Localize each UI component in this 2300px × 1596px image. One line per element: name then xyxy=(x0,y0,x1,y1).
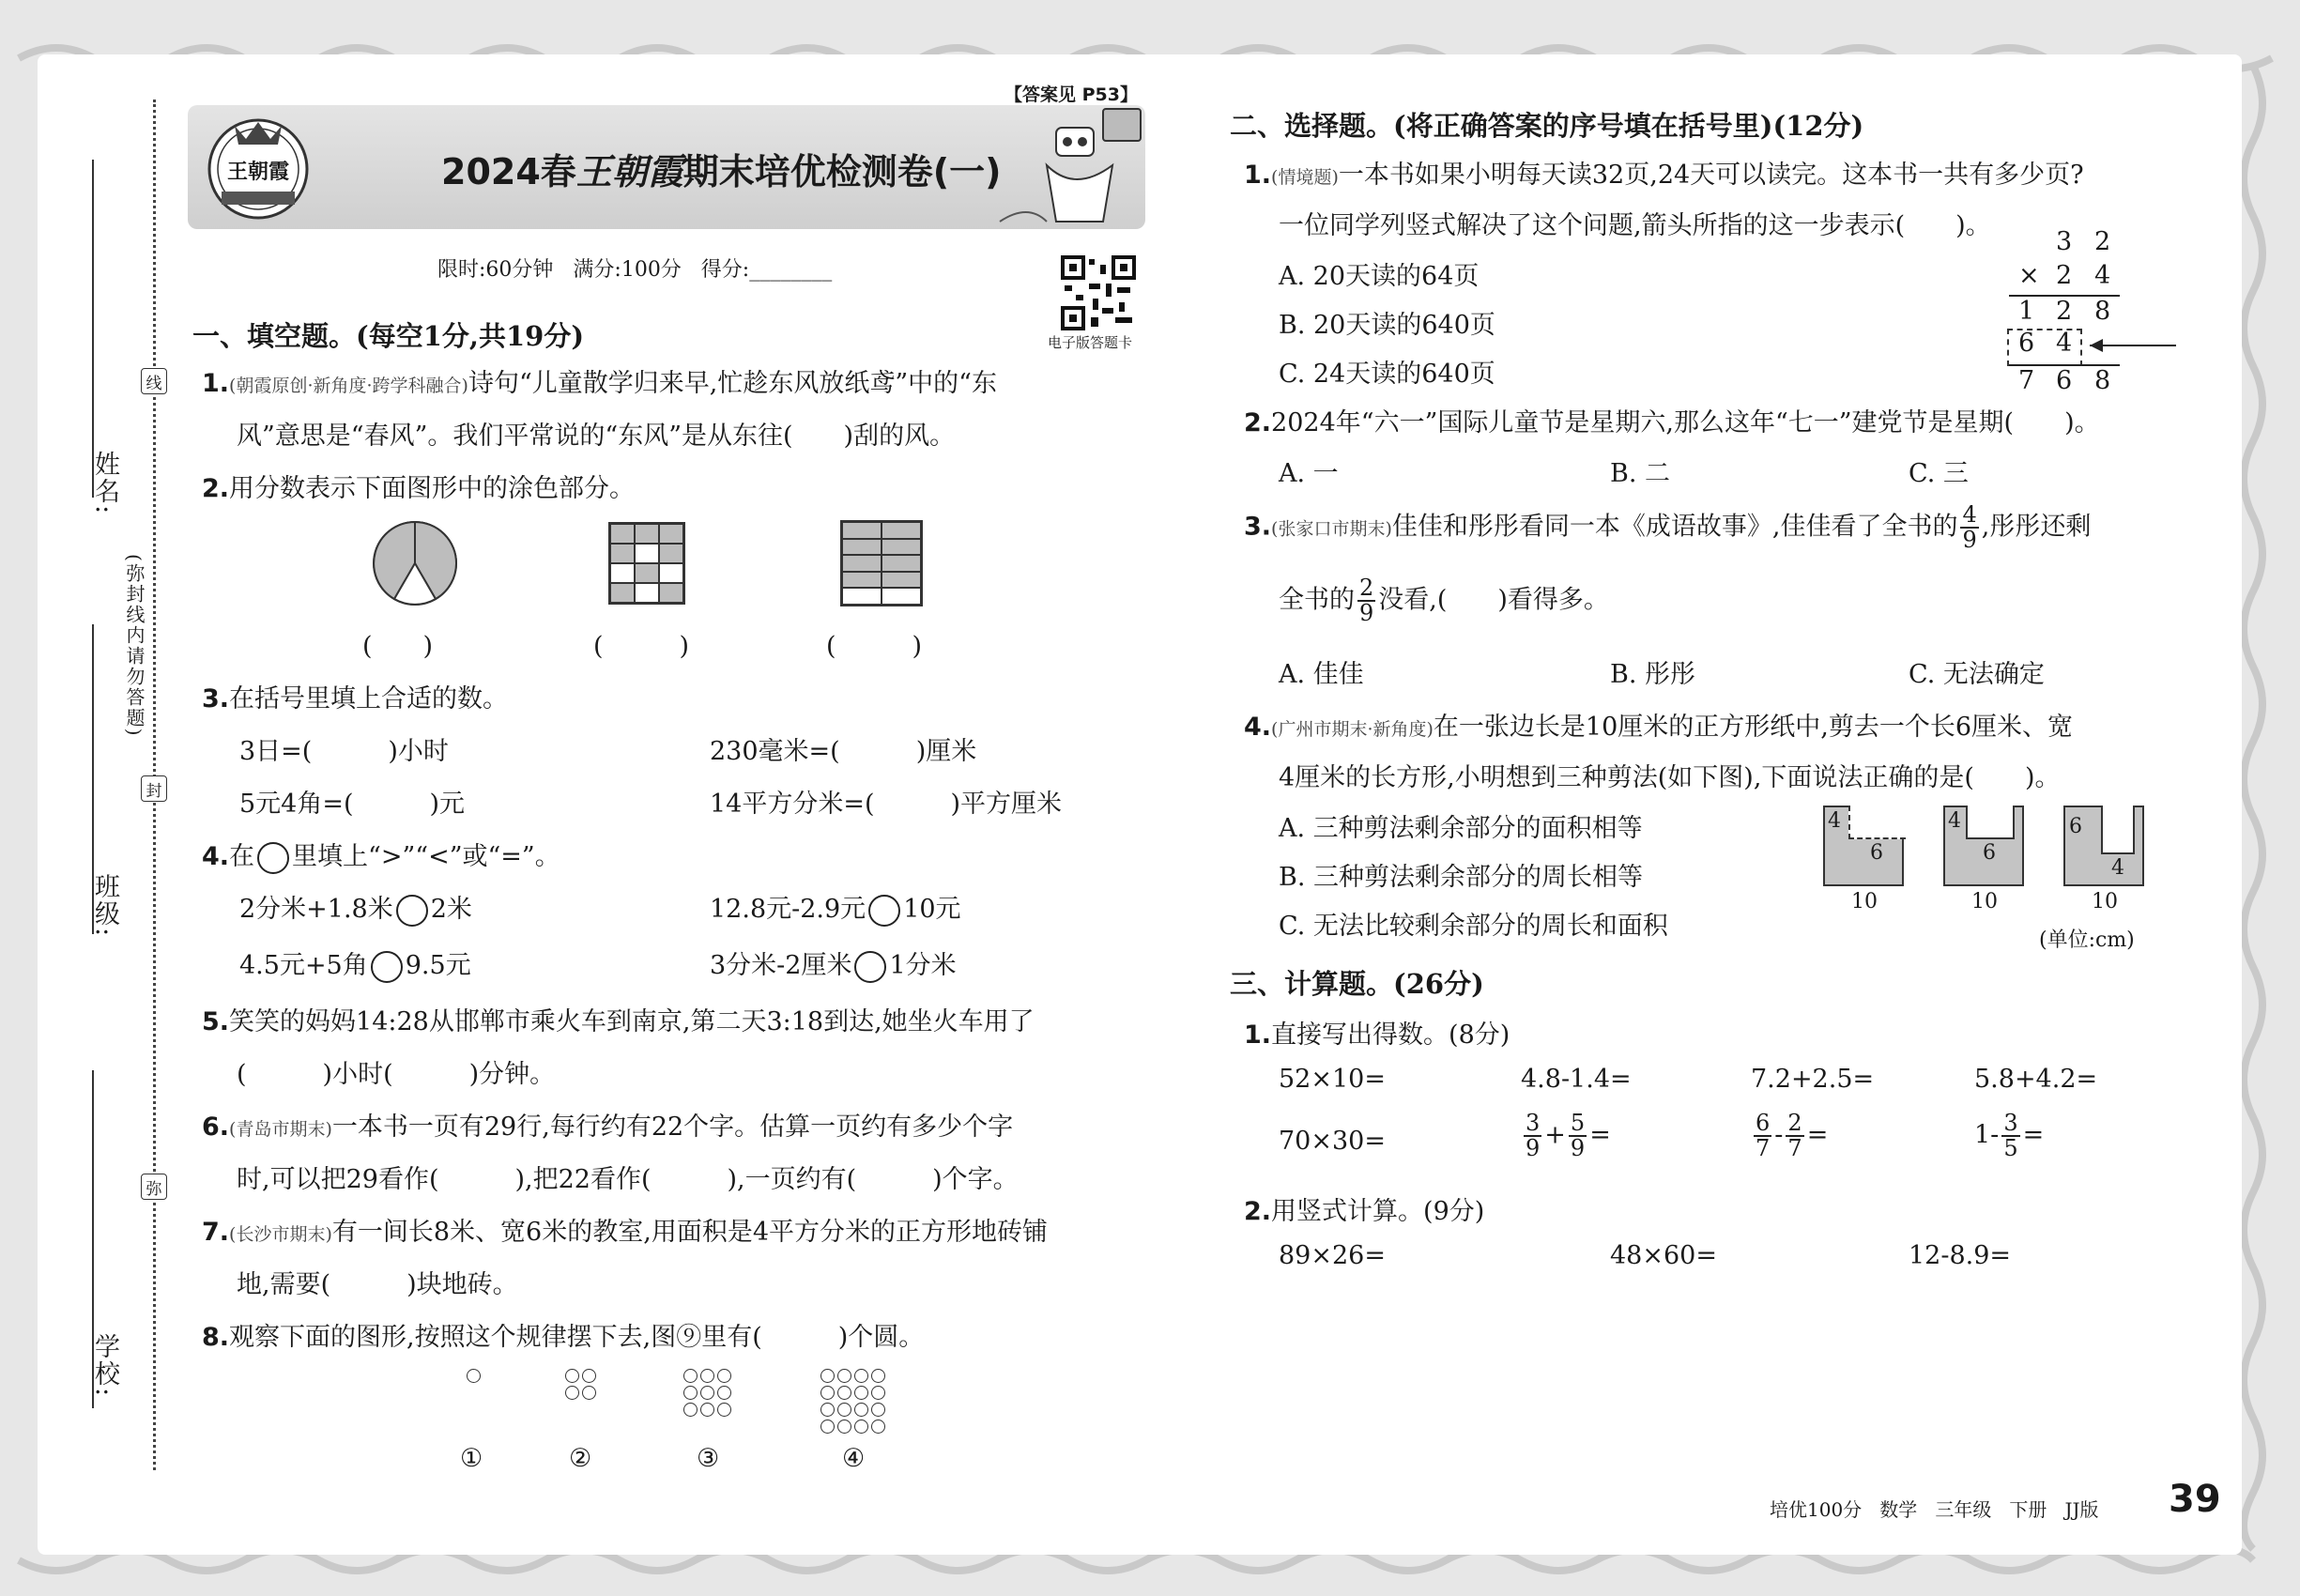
s1-q4-number: 4. xyxy=(202,842,230,871)
exam-meta xyxy=(437,253,832,283)
fig1-label-b: 6 xyxy=(1870,841,1883,865)
s2-q3-source: (张家口市期末) xyxy=(1271,518,1392,540)
fraction-numerator: 6 xyxy=(1756,1110,1771,1136)
title-year: 2024春 xyxy=(441,151,576,192)
s2-q3-number: 3. xyxy=(1244,512,1272,542)
s2-q2-text[interactable]: 2024年“六一”国际儿童节是星期六,那么这年“七一”建党节是星期( )。 xyxy=(1271,408,2100,437)
title-name: 期末培优检测卷(一) xyxy=(682,151,1002,192)
s1-q3-number: 3. xyxy=(202,684,230,714)
calc-r2-d2: 4 xyxy=(2094,261,2111,290)
s1-q4-a xyxy=(239,888,472,927)
s2-q4-line2[interactable]: 4厘米的长方形,小明想到三种剪法(如下图),下面说法正确的是( )。 xyxy=(1279,763,2061,792)
s1-q5-line2[interactable]: ( )小时( )分钟。 xyxy=(237,1060,556,1089)
pattern-circle xyxy=(683,1386,698,1400)
calc-r1-d2: 2 xyxy=(2094,227,2111,256)
pattern-circle xyxy=(565,1386,579,1400)
s1-q4-c-left: 4.5元+5角 xyxy=(239,951,368,980)
footer-subject: 数学 xyxy=(1879,1498,1918,1521)
s1-q1-source: (朝霞原创·新角度·跨学科融合) xyxy=(229,376,468,396)
fig3-base: 10 xyxy=(2092,890,2118,913)
footer-info xyxy=(1770,1495,2099,1522)
mascot-robot-icon xyxy=(990,90,1159,231)
shaded-grid-figure xyxy=(608,522,685,605)
s1-q6-line2[interactable]: 时,可以把29看作( ),把22看作( ),一页约有( )个字。 xyxy=(237,1165,1019,1194)
calc-r3-d3: 8 xyxy=(2094,297,2111,326)
s1-q3-b[interactable]: 230毫米=( )厘米 xyxy=(710,737,977,766)
pattern-circle xyxy=(854,1369,868,1383)
s1-q4-a-right: 2米 xyxy=(430,895,472,924)
pattern-circle xyxy=(820,1369,835,1383)
s1-q2 xyxy=(202,468,635,504)
s1-q1 xyxy=(202,362,997,399)
s1-q4-d-circle[interactable] xyxy=(854,951,886,983)
pattern-circle xyxy=(717,1386,731,1400)
s3-q2-text: 用竖式计算。(9分) xyxy=(1271,1197,1485,1226)
compare-circle-icon xyxy=(257,842,289,874)
class-label: 班级: xyxy=(90,873,119,939)
s2-q1-opt-b[interactable]: B. 20天读的640页 xyxy=(1279,311,1495,340)
s1-q4-c-right: 9.5元 xyxy=(405,951,471,980)
calc-2d-prefix: 1- xyxy=(1974,1120,2000,1150)
calc-3c[interactable]: 12-8.9= xyxy=(1909,1241,2012,1270)
pattern-circle xyxy=(582,1386,596,1400)
pattern-circle xyxy=(854,1403,868,1417)
cut-figure-2 xyxy=(1943,806,2024,886)
s1-q5-line1: 笑笑的妈妈14:28从邯郸市乘火车到南京,第二天3:18到达,她坐火车用了 xyxy=(229,1007,1035,1036)
fraction-denominator: 9 xyxy=(1962,527,1977,554)
pattern-circle xyxy=(467,1369,481,1383)
pattern-circle xyxy=(820,1403,835,1417)
s1-q6-number: 6. xyxy=(202,1113,230,1142)
s1-q3 xyxy=(202,678,508,714)
time-limit: 限时:60分钟 xyxy=(437,258,554,282)
s1-q4-b-left: 12.8元-2.9元 xyxy=(710,895,866,924)
calc-1b[interactable]: 4.8-1.4= xyxy=(1521,1065,1632,1094)
calc-3a[interactable]: 89×26= xyxy=(1279,1241,1386,1270)
section1-heading: 一、填空题。(每空1分,共19分) xyxy=(192,320,585,352)
fraction-numerator: 2 xyxy=(1359,575,1374,601)
pattern-circle xyxy=(565,1369,579,1383)
s3-q1 xyxy=(1244,1014,1510,1051)
left-arrow-icon xyxy=(2086,334,2180,357)
s2-q3-text-c: 全书的 xyxy=(1279,585,1355,615)
s1-q4-a-left: 2分米+1.8米 xyxy=(239,895,393,924)
fraction xyxy=(2001,1112,2019,1160)
exam-title xyxy=(441,143,1002,194)
s2-q2 xyxy=(1244,402,2100,438)
fraction-denominator: 9 xyxy=(1526,1135,1541,1162)
fraction-numerator: 4 xyxy=(1962,501,1977,528)
name-line xyxy=(92,160,94,498)
s2-q3-text-a: 佳佳和彤彤看同一本《成语故事》,佳佳看了全书的 xyxy=(1391,512,1958,542)
pattern-label-3: ③ xyxy=(697,1444,720,1473)
fraction-denominator: 9 xyxy=(1570,1135,1586,1162)
s2-q3-text-d: 没看,( )看得多。 xyxy=(1378,585,1609,615)
s1-q4-pre: 在 xyxy=(229,842,255,871)
s1-q6 xyxy=(202,1106,1013,1143)
fraction-numerator: 3 xyxy=(2003,1110,2018,1136)
calc-r4-d2: 4 xyxy=(2056,329,2073,358)
s1-q3-d[interactable]: 14平方分米=( )平方厘米 xyxy=(710,790,1063,819)
seal-note: (弥封线内请勿答题) xyxy=(123,554,146,738)
pattern-circle xyxy=(700,1369,714,1383)
calc-r1-d1: 3 xyxy=(2056,227,2073,256)
s2-q1-opt-c[interactable]: C. 24天读的640页 xyxy=(1279,360,1495,389)
s1-q3-a[interactable]: 3日=( )小时 xyxy=(239,737,449,766)
fig1-label-a: 4 xyxy=(1828,809,1841,833)
pattern-label-2: ② xyxy=(569,1444,592,1473)
fig1-base: 10 xyxy=(1851,890,1878,913)
s1-q4-c xyxy=(239,944,471,983)
shaded-bars-figure xyxy=(840,520,923,606)
s2-q1-number: 1. xyxy=(1244,161,1272,190)
operator: - xyxy=(1774,1120,1784,1150)
s2-q2-opt-c[interactable]: C. 三 xyxy=(1909,459,1969,488)
s1-q4-d xyxy=(710,944,957,983)
shaded-circle-figure xyxy=(370,518,460,608)
fraction xyxy=(1786,1112,1803,1160)
s1-q4-d-right: 1分米 xyxy=(889,951,957,980)
calc-r5-d1: 7 xyxy=(2018,366,2035,395)
footer-volume: 下册 xyxy=(2009,1498,2047,1521)
calc-2a[interactable]: 70×30= xyxy=(1279,1127,1386,1156)
footer-edition: JJ版 xyxy=(2064,1498,2099,1521)
s1-q4-post: 里填上“>”“<”或“=”。 xyxy=(292,842,560,871)
section3-heading: 三、计算题。(26分) xyxy=(1230,968,1484,1000)
s1-q2-blank2[interactable]: ( ) xyxy=(593,632,690,661)
s2-q4-opt-c[interactable]: C. 无法比较剩余部分的周长和面积 xyxy=(1279,912,1668,941)
s1-q5 xyxy=(202,1001,1035,1037)
footer-series: 培优100分 xyxy=(1770,1498,1863,1521)
calc-3b[interactable]: 48×60= xyxy=(1610,1241,1717,1270)
fraction-denominator: 7 xyxy=(1787,1135,1802,1162)
fig2-base: 10 xyxy=(1971,890,1998,913)
s2-q4 xyxy=(1244,706,2073,743)
fraction xyxy=(1524,1112,1541,1160)
s2-q2-opt-a[interactable]: A. 一 xyxy=(1279,459,1339,488)
fig3-label-a: 6 xyxy=(2069,815,2082,838)
operator: + xyxy=(1544,1120,1566,1150)
s2-q3-fraction1 xyxy=(1960,503,1978,552)
pattern-circle xyxy=(871,1369,885,1383)
equals: = xyxy=(2022,1120,2045,1150)
score-field[interactable]: 得分:________ xyxy=(700,258,833,282)
fraction-denominator: 9 xyxy=(1359,600,1374,627)
seal-tag-mi: 弥 xyxy=(141,1174,167,1200)
equals: = xyxy=(1589,1120,1611,1150)
fraction-denominator: 5 xyxy=(2003,1135,2018,1162)
pattern-circle xyxy=(717,1403,731,1417)
s1-q1-line1: 诗句“儿童散学归来早,忙趁东风放纸鸢”中的“东 xyxy=(468,369,997,398)
s1-q4-a-circle[interactable] xyxy=(396,895,428,927)
calc-r3-d1: 1 xyxy=(2018,297,2035,326)
brand-logo xyxy=(197,107,319,227)
s2-q1 xyxy=(1244,154,2084,191)
s3-q2-number: 2. xyxy=(1244,1197,1272,1226)
pattern-circle xyxy=(871,1386,885,1400)
page-number: 39 xyxy=(2169,1478,2221,1521)
s1-q4-b xyxy=(710,888,961,927)
s1-q4-d-left: 3分米-2厘米 xyxy=(710,951,852,980)
pattern-label-1: ① xyxy=(460,1444,483,1473)
cut-rect xyxy=(1966,806,2015,839)
s2-q3-opt-b[interactable]: B. 彤彤 xyxy=(1610,660,1696,689)
s1-q2-text: 用分数表示下面图形中的涂色部分。 xyxy=(229,474,636,503)
qr-caption: 电子版答题卡 xyxy=(1048,334,1133,351)
s1-q3-text: 在括号里填上合适的数。 xyxy=(229,684,509,714)
s1-q1-line2[interactable]: 风”意思是“春风”。我们平常说的“东风”是从东往( )刮的风。 xyxy=(237,422,956,451)
calc-2d[interactable] xyxy=(1974,1112,2044,1160)
pattern-circle xyxy=(683,1369,698,1383)
s1-q6-line1: 一本书一页有29行,每行约有22个字。估算一页约有多少个字 xyxy=(331,1113,1014,1142)
pattern-circle xyxy=(837,1420,851,1434)
s1-q2-number: 2. xyxy=(202,474,230,503)
footer-grade: 三年级 xyxy=(1935,1498,1992,1521)
calc-r5-d3: 8 xyxy=(2094,366,2111,395)
fig3-label-b: 4 xyxy=(2111,856,2124,880)
pattern-circle xyxy=(820,1386,835,1400)
s1-q8 xyxy=(202,1316,924,1353)
section2-heading: 二、选择题。(将正确答案的序号填在括号里)(12分) xyxy=(1230,110,1864,142)
calc-r2-d1: 2 xyxy=(2056,261,2073,290)
s2-q4-source: (广州市期末·新角度) xyxy=(1271,719,1434,740)
calc-1c[interactable]: 7.2+2.5= xyxy=(1751,1065,1875,1094)
s1-q7-line1: 有一间长8米、宽6米的教室,用面积是4平方分米的正方形地砖铺 xyxy=(331,1218,1048,1247)
pattern-circle xyxy=(700,1403,714,1417)
pattern-circle xyxy=(717,1369,731,1383)
seal-tag-xian: 线 xyxy=(141,368,167,394)
pattern-circle xyxy=(582,1369,596,1383)
seal-tag-feng: 封 xyxy=(141,775,167,802)
calc-2b[interactable] xyxy=(1521,1112,1611,1160)
fig2-label-a: 4 xyxy=(1948,809,1961,833)
s2-q1-line1: 一本书如果小明每天读32页,24天可以读完。这本书一共有多少页? xyxy=(1338,161,2084,190)
s2-q3-opt-a[interactable]: A. 佳佳 xyxy=(1279,660,1364,689)
s2-q3-line2[interactable] xyxy=(1279,576,1609,625)
full-score: 满分:100分 xyxy=(573,258,682,282)
s3-q1-text: 直接写出得数。(8分) xyxy=(1271,1021,1510,1050)
pattern-circle xyxy=(837,1403,851,1417)
s2-q3 xyxy=(1244,503,2091,552)
name-label: 姓名: xyxy=(90,451,119,516)
fig2-label-b: 6 xyxy=(1983,841,1996,865)
s1-q4-c-circle[interactable] xyxy=(371,951,403,983)
fraction-numerator: 2 xyxy=(1787,1110,1802,1136)
s1-q2-blank1[interactable]: ( ) xyxy=(362,632,434,661)
s1-q1-number: 1. xyxy=(202,369,230,398)
s2-q2-opt-b[interactable]: B. 二 xyxy=(1610,459,1671,488)
s2-q4-line1: 在一张边长是10厘米的正方形纸中,剪去一个长6厘米、宽 xyxy=(1433,713,2074,742)
s1-q7 xyxy=(202,1211,1048,1248)
pattern-circle xyxy=(854,1386,868,1400)
qr-code-icon[interactable] xyxy=(1061,255,1136,330)
s1-q4-b-right: 10元 xyxy=(903,895,961,924)
fraction-numerator: 3 xyxy=(1526,1110,1541,1136)
pattern-circle xyxy=(820,1420,835,1434)
pattern-circle xyxy=(871,1403,885,1417)
pattern-label-4: ④ xyxy=(842,1444,866,1473)
s1-q3-c[interactable]: 5元4角=( )元 xyxy=(239,790,466,819)
s2-q4-number: 4. xyxy=(1244,713,1272,742)
s3-q2 xyxy=(1244,1190,1484,1227)
unit-note: (单位:cm) xyxy=(2039,928,2135,952)
pattern-circle xyxy=(683,1403,698,1417)
fraction-denominator: 7 xyxy=(1756,1135,1771,1162)
school-label: 学校: xyxy=(90,1333,119,1399)
s1-q5-number: 5. xyxy=(202,1007,230,1036)
cut-rect xyxy=(2101,806,2135,854)
s2-q4-opt-a[interactable]: A. 三种剪法剩余部分的面积相等 xyxy=(1279,814,1643,843)
pattern-circle xyxy=(837,1386,851,1400)
s1-q4-b-circle[interactable] xyxy=(868,895,900,927)
cut-figure-1 xyxy=(1823,806,1904,886)
s1-q4 xyxy=(202,836,560,874)
pattern-circle xyxy=(871,1420,885,1434)
pattern-circle xyxy=(854,1420,868,1434)
calc-2c[interactable] xyxy=(1751,1112,1828,1160)
s1-q2-blank3[interactable]: ( ) xyxy=(826,632,923,661)
calc-1d[interactable]: 5.8+4.2= xyxy=(1974,1065,2098,1094)
s3-q1-number: 1. xyxy=(1244,1021,1272,1050)
fraction xyxy=(1569,1112,1587,1160)
logo-text: 王朝霞 xyxy=(226,160,289,184)
s2-q1-opt-a[interactable]: A. 20天读的64页 xyxy=(1279,262,1480,291)
s1-q6-source: (青岛市期末) xyxy=(229,1119,332,1140)
s1-q8-text[interactable]: 观察下面的图形,按照这个规律摆下去,图⑨里有( )个圆。 xyxy=(229,1323,925,1352)
s1-q7-line2[interactable]: 地,需要( )块地砖。 xyxy=(237,1270,518,1299)
s2-q3-fraction2 xyxy=(1357,576,1375,625)
s2-q4-opt-b[interactable]: B. 三种剪法剩余部分的周长相等 xyxy=(1279,863,1644,892)
cut-figure-3 xyxy=(2063,806,2144,886)
calc-r3-d2: 2 xyxy=(2056,297,2073,326)
s1-q8-number: 8. xyxy=(202,1323,230,1352)
pattern-circle xyxy=(837,1369,851,1383)
s2-q3-text-b: ,彤彤还剩 xyxy=(1981,512,2092,542)
fraction-numerator: 5 xyxy=(1570,1110,1586,1136)
s2-q3-opt-c[interactable]: C. 无法确定 xyxy=(1909,660,2045,689)
s1-q7-source: (长沙市期末) xyxy=(229,1224,332,1245)
calc-r5-d2: 6 xyxy=(2056,366,2073,395)
calc-times: × xyxy=(2018,261,2040,290)
cut-rect xyxy=(1848,806,1906,839)
title-brand: 王朝霞 xyxy=(575,150,683,192)
calc-1a[interactable]: 52×10= xyxy=(1279,1065,1386,1094)
s2-q1-source: (情境题) xyxy=(1271,167,1339,188)
answer-reference: 【答案见 P53】 xyxy=(1001,81,1142,106)
s2-q2-number: 2. xyxy=(1244,408,1272,437)
calc-r4-d1: 6 xyxy=(2018,329,2035,358)
s2-q1-line2[interactable]: 一位同学列竖式解决了这个问题,箭头所指的这一步表示( )。 xyxy=(1279,211,1991,240)
equals: = xyxy=(1806,1120,1829,1150)
fraction xyxy=(1754,1112,1771,1160)
pattern-circle xyxy=(700,1386,714,1400)
s1-q7-number: 7. xyxy=(202,1218,230,1247)
